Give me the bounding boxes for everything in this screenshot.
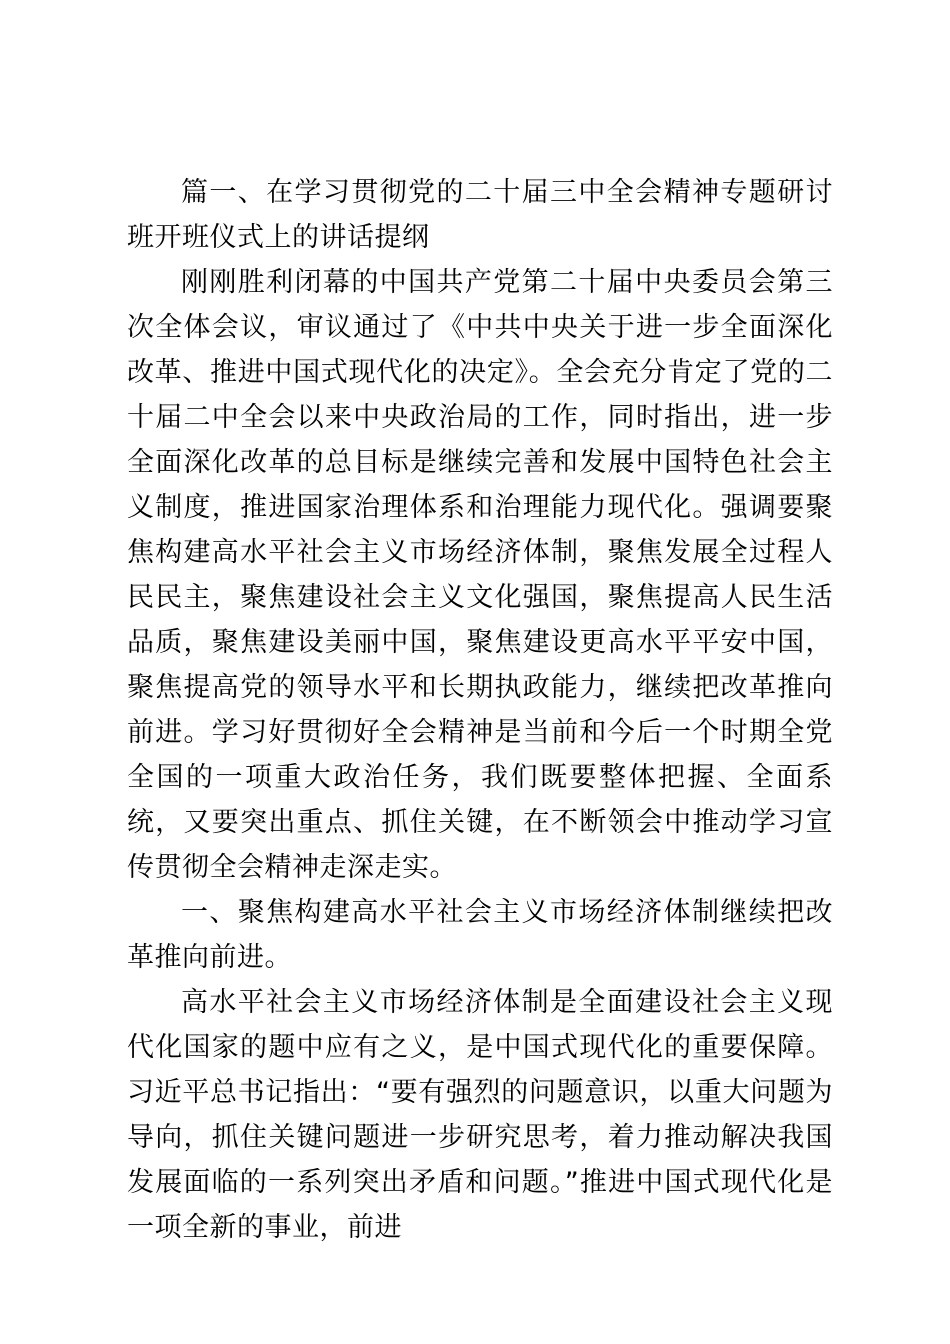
document-title: 篇一、在学习贯彻党的二十届三中全会精神专题研讨班开班仪式上的讲话提纲 (127, 177, 833, 253)
paragraph-section-1: 高水平社会主义市场经济体制是全面建设社会主义现代化国家的题中应有之义，是中国式现代化的重要保障。习近平总书记指出：“要有强烈的问题意识，以重大问题为导向，抓住关键问题进一步研究思考，着力推动解决我国发展面临的一系列突出矛盾和问题。”推进中国式现代化是一项全新的事业，前进 (127, 987, 833, 1243)
paragraph-intro: 刚刚胜利闭幕的中国共产党第二十届中央委员会第三次全体会议，审议通过了《中共中央关于进一步全面深化改革、推进中国式现代化的决定》。全会充分肯定了党的二十届二中全会以来中央政治局的工作，同时指出，进一步全面深化改革的总目标是继续完善和发展中国特色社会主义制度，推进国家治理体系和治理能力现代化。强调要聚焦构建高水平社会主义市场经济体制，聚焦发展全过程人民民主，聚焦建设社会主义文化强国，聚焦提高人民生活品质，聚焦建设美丽中国，聚焦建设更高水平平安中国，聚焦提高党的领导水平和长期执政能力，继续把改革推向前进。学习好贯彻好全会精神是当前和今后一个时期全党全国的一项重大政治任务，我们既要整体把握、全面系统，又要突出重点、抓住关键，在不断领会中推动学习宣传贯彻全会精神走深走实。 (127, 267, 833, 883)
document-body (127, 170, 833, 1250)
section-heading-1: 一、聚焦构建高水平社会主义市场经济体制继续把改革推向前进。 (127, 897, 833, 973)
